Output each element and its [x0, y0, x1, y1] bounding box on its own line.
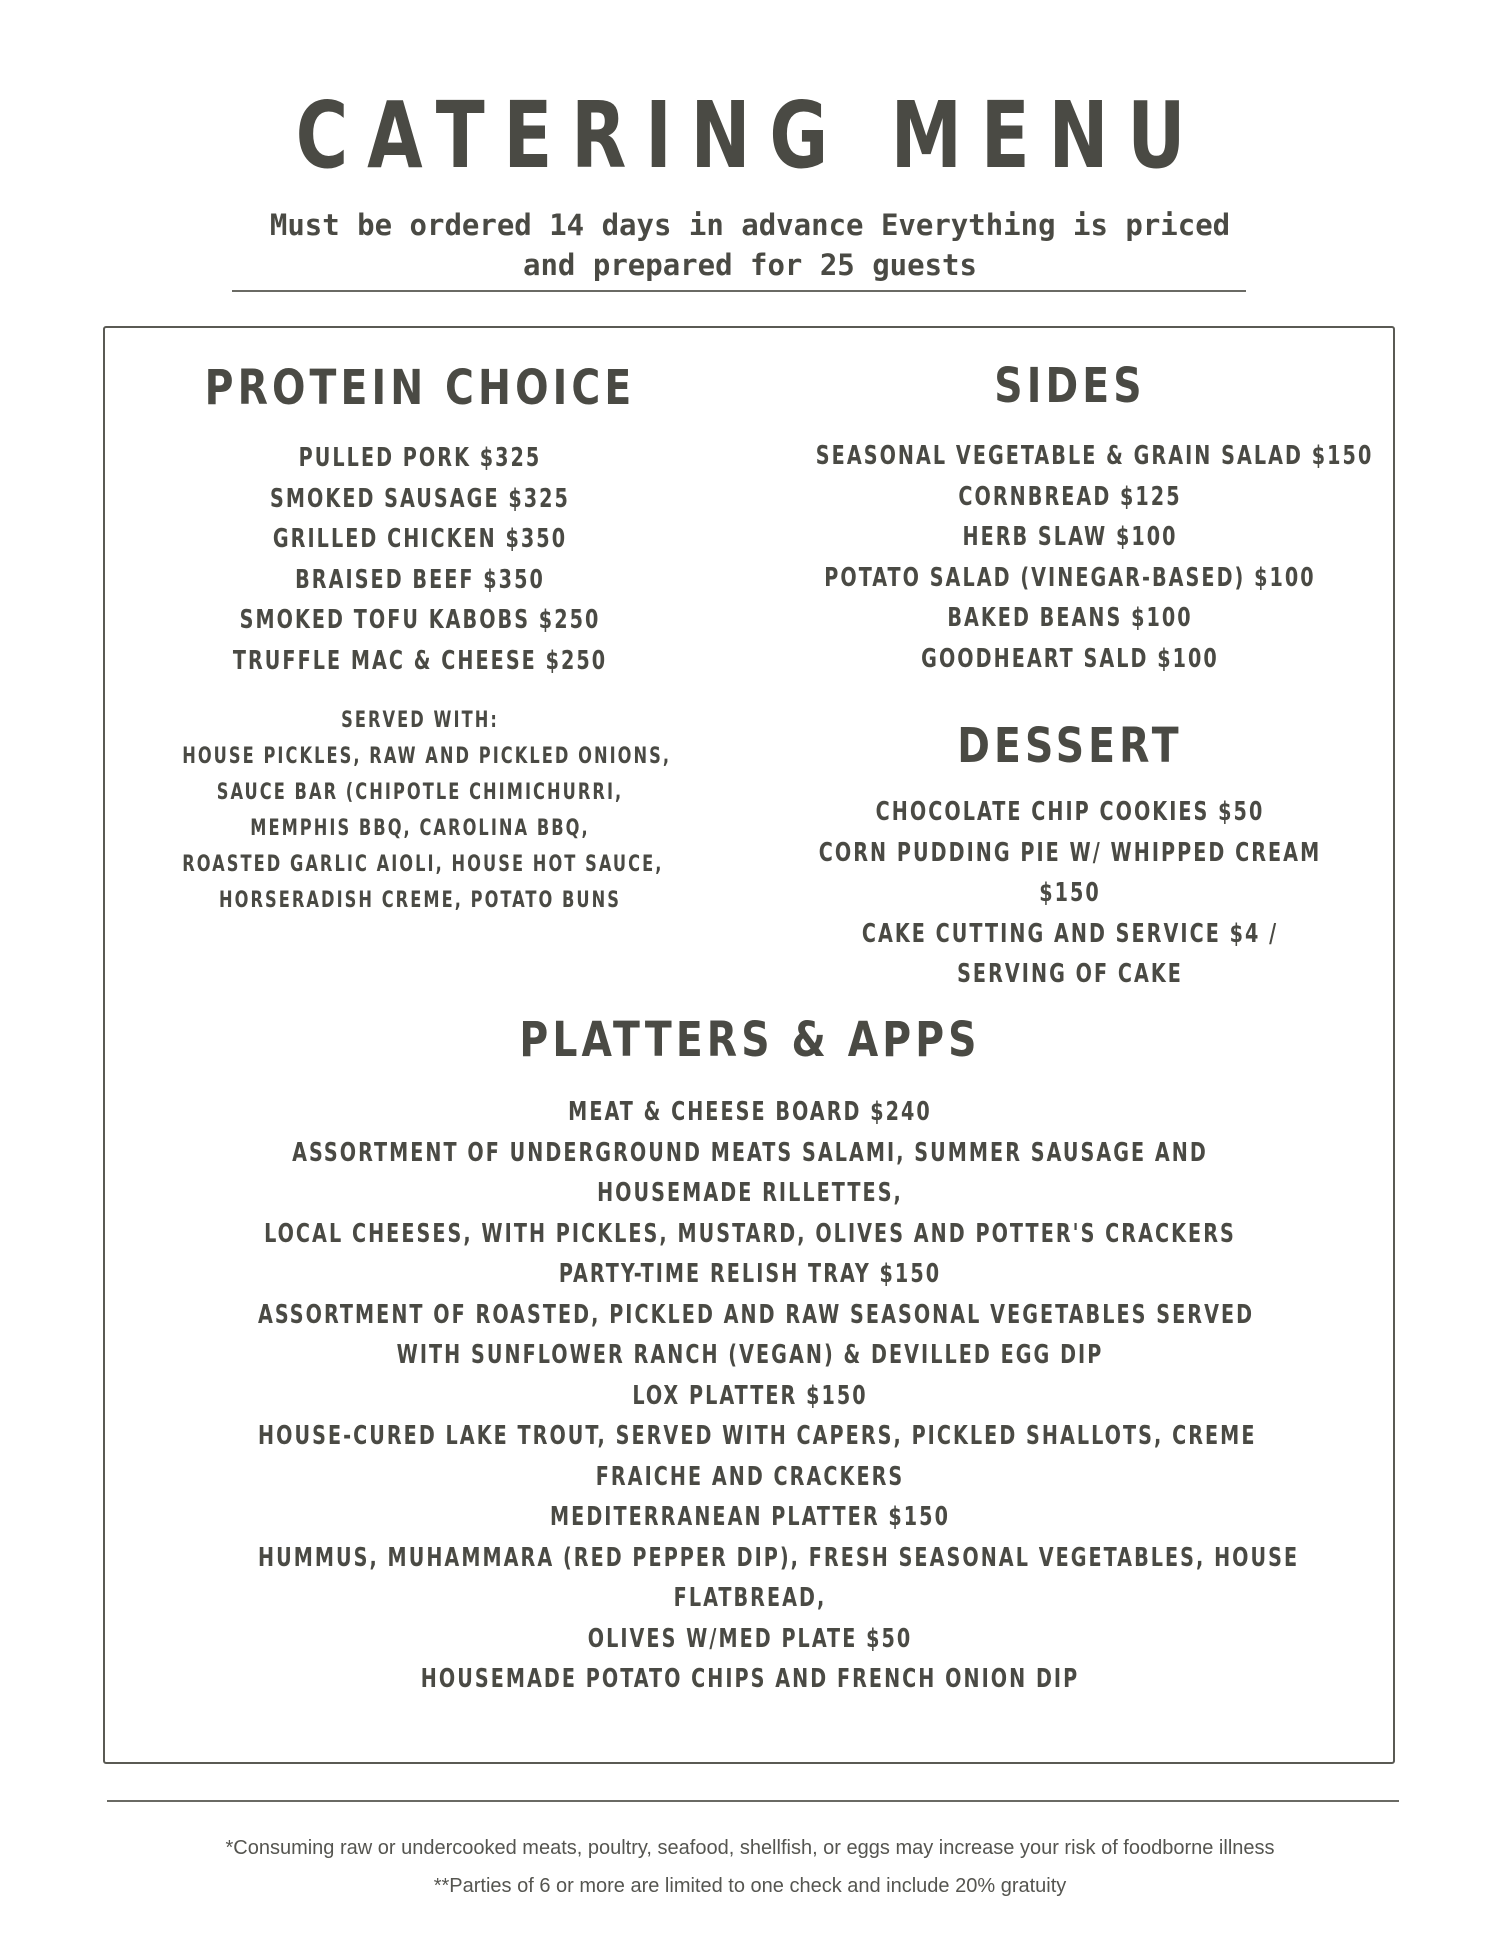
- footer-divider: [107, 1800, 1399, 1802]
- list-item: GOODHEART SALD $100: [921, 643, 1219, 674]
- list-item: LOCAL CHEESES, WITH PICKLES, MUSTARD, OLIVES AND POTTER'S CRACKERS: [264, 1218, 1236, 1249]
- list-item: HOUSE-CURED LAKE TROUT, SERVED WITH CAPERS, PICKLED SHALLOTS, CREME: [258, 1421, 1257, 1451]
- menu-title: CATERING MENU: [295, 82, 1205, 189]
- list-item: SERVING OF CAKE: [957, 959, 1183, 989]
- list-item: MEAT & CHEESE BOARD $240: [568, 1097, 932, 1127]
- served-with-line: SAUCE BAR (CHIPOTLE CHIMICHURRI,: [216, 780, 624, 805]
- dessert-heading: DESSERT: [957, 718, 1183, 774]
- list-item: GRILLED CHICKEN $350: [272, 524, 568, 554]
- protein-section: [130, 360, 710, 919]
- dessert-section: [760, 718, 1380, 995]
- list-item: CORN PUDDING PIE W/ WHIPPED CREAM: [818, 837, 1322, 868]
- list-item: CAKE CUTTING AND SERVICE $4 /: [861, 918, 1279, 949]
- served-with-line: SERVED WITH:: [341, 708, 499, 733]
- platters-section: [150, 1012, 1350, 1700]
- list-item: SEASONAL VEGETABLE & GRAIN SALAD $150: [815, 441, 1374, 471]
- list-item: MEDITERRANEAN PLATTER $150: [550, 1502, 950, 1532]
- list-item: FRAICHE AND CRACKERS: [595, 1461, 905, 1492]
- platters-heading: PLATTERS & APPS: [519, 1012, 981, 1068]
- list-item: HOUSEMADE POTATO CHIPS AND FRENCH ONION DIP: [420, 1664, 1080, 1694]
- dessert-list: [760, 792, 1380, 995]
- menu-subtitle: [200, 205, 1300, 285]
- header-divider: [232, 290, 1246, 292]
- list-item: CHOCOLATE CHIP COOKIES $50: [875, 797, 1265, 827]
- subtitle-line: Must be ordered 14 days in advance Everything is priced: [269, 208, 1231, 242]
- list-item: SMOKED TOFU KABOBS $250: [239, 605, 601, 635]
- served-with-line: HORSERADISH CREME, POTATO BUNS: [218, 888, 622, 913]
- list-item: SMOKED SAUSAGE $325: [270, 483, 570, 514]
- list-item: BAKED BEANS $100: [947, 603, 1193, 633]
- served-with: [130, 703, 710, 919]
- list-item: LOX PLATTER $150: [632, 1380, 868, 1411]
- list-item: PULLED PORK $325: [298, 443, 542, 473]
- sides-section: [760, 358, 1380, 679]
- protein-heading: PROTEIN CHOICE: [204, 360, 636, 416]
- list-item: FLATBREAD,: [673, 1583, 827, 1613]
- list-item: $150: [1039, 878, 1101, 908]
- served-with-line: MEMPHIS BBQ, CAROLINA BBQ,: [250, 816, 590, 841]
- subtitle-line: and prepared for 25 guests: [523, 248, 977, 282]
- served-with-line: ROASTED GARLIC AIOLI, HOUSE HOT SAUCE,: [182, 852, 664, 877]
- list-item: ASSORTMENT OF ROASTED, PICKLED AND RAW SEASONAL VEGETABLES SERVED: [258, 1299, 1255, 1330]
- sides-list: [760, 436, 1380, 679]
- served-with-line: HOUSE PICKLES, RAW AND PICKLED ONIONS,: [182, 744, 672, 769]
- sides-heading: SIDES: [994, 358, 1146, 414]
- list-item: BRAISED BEEF $350: [295, 564, 545, 595]
- footnote-raw-food: *Consuming raw or undercooked meats, poultry, seafood, shellfish, or eggs may increase your risk of foodborne illness: [225, 1837, 1275, 1859]
- list-item: CORNBREAD $125: [958, 481, 1182, 512]
- list-item: TRUFFLE MAC & CHEESE $250: [232, 645, 608, 676]
- list-item: HOUSEMADE RILLETTES,: [597, 1178, 903, 1208]
- list-item: PARTY-TIME RELISH TRAY $150: [558, 1259, 942, 1289]
- list-item: WITH SUNFLOWER RANCH (VEGAN) & DEVILLED EGG DIP: [396, 1340, 1104, 1370]
- list-item: HERB SLAW $100: [962, 522, 1178, 552]
- list-item: HUMMUS, MUHAMMARA (RED PEPPER DIP), FRESH SEASONAL VEGETABLES, HOUSE: [258, 1542, 1300, 1573]
- platters-list: [150, 1092, 1350, 1700]
- list-item: ASSORTMENT OF UNDERGROUND MEATS SALAMI, SUMMER SAUSAGE AND: [292, 1137, 1208, 1168]
- footnote-gratuity: **Parties of 6 or more are limited to one check and include 20% gratuity: [433, 1875, 1067, 1897]
- list-item: OLIVES W/MED PLATE $50: [587, 1623, 913, 1654]
- list-item: POTATO SALAD (VINEGAR-BASED) $100: [824, 562, 1316, 593]
- protein-list: [130, 438, 710, 681]
